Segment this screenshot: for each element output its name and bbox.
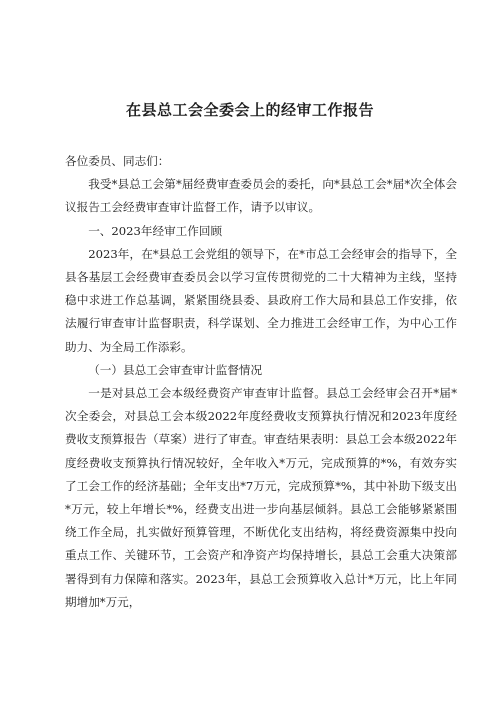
paragraph-overview: 2023年，在*县总工会党组的领导下，在*市总工会经审会的指导下，全县各基层工会经费审查委员会以学习宣传贯彻党的二十大精神为主线，坚持稳中求进工作总基调，紧紧围绕县委、县政府工作大局和县总工作安排，依法履行审查审计监督职责，科学谋划、全力推进工会经审工作，为中心工作助力、为全局工作添彩。: [65, 246, 457, 354]
section-heading-review: 一、2023年经审工作回顾: [88, 223, 223, 238]
subsection-heading-supervision: （一）县总工会审查审计监督情况: [88, 362, 263, 377]
document-title: 在县总工会全委会上的经审工作报告: [125, 101, 374, 119]
salutation: 各位委员、同志们：: [65, 154, 170, 168]
paragraph-intro: 我受*县总工会第*届经费审查委员会的委托，向*县总工会*届*次全体会议报告工会经费审查审计监督工作，请予以审议。: [65, 177, 457, 215]
paragraph-budget-review: 一是对县总工会本级经费资产审查审计监督。县总工会经审会召开*届*次全委会，对县总工会本级2022年度经费收支预算执行情况和2023年度经费收支预算报告（草案）进行了审查。审查结果表明：县总工会本级2022年度经费收支预算执行情况较好，全年收入*万元，完成预算的*%，有效夯实了工会工作的经济基础；全年支出*7万元，完成预算*%，其中补助下级支出*万元，较上年增长*%，经费支出进一步向基层倾斜。县总工会能够紧紧围绕工作全局，扎实做好预算管理，不断优化支出结构，将经费资源集中投向重点工作、关键环节，工会资产和净资产均保持增长，县总工会重大决策部署得到有力保障和落实。2023年，县总工会预算收入总计*万元，比上年同期增加*万元，: [65, 386, 457, 609]
document-body: [65, 150, 457, 614]
